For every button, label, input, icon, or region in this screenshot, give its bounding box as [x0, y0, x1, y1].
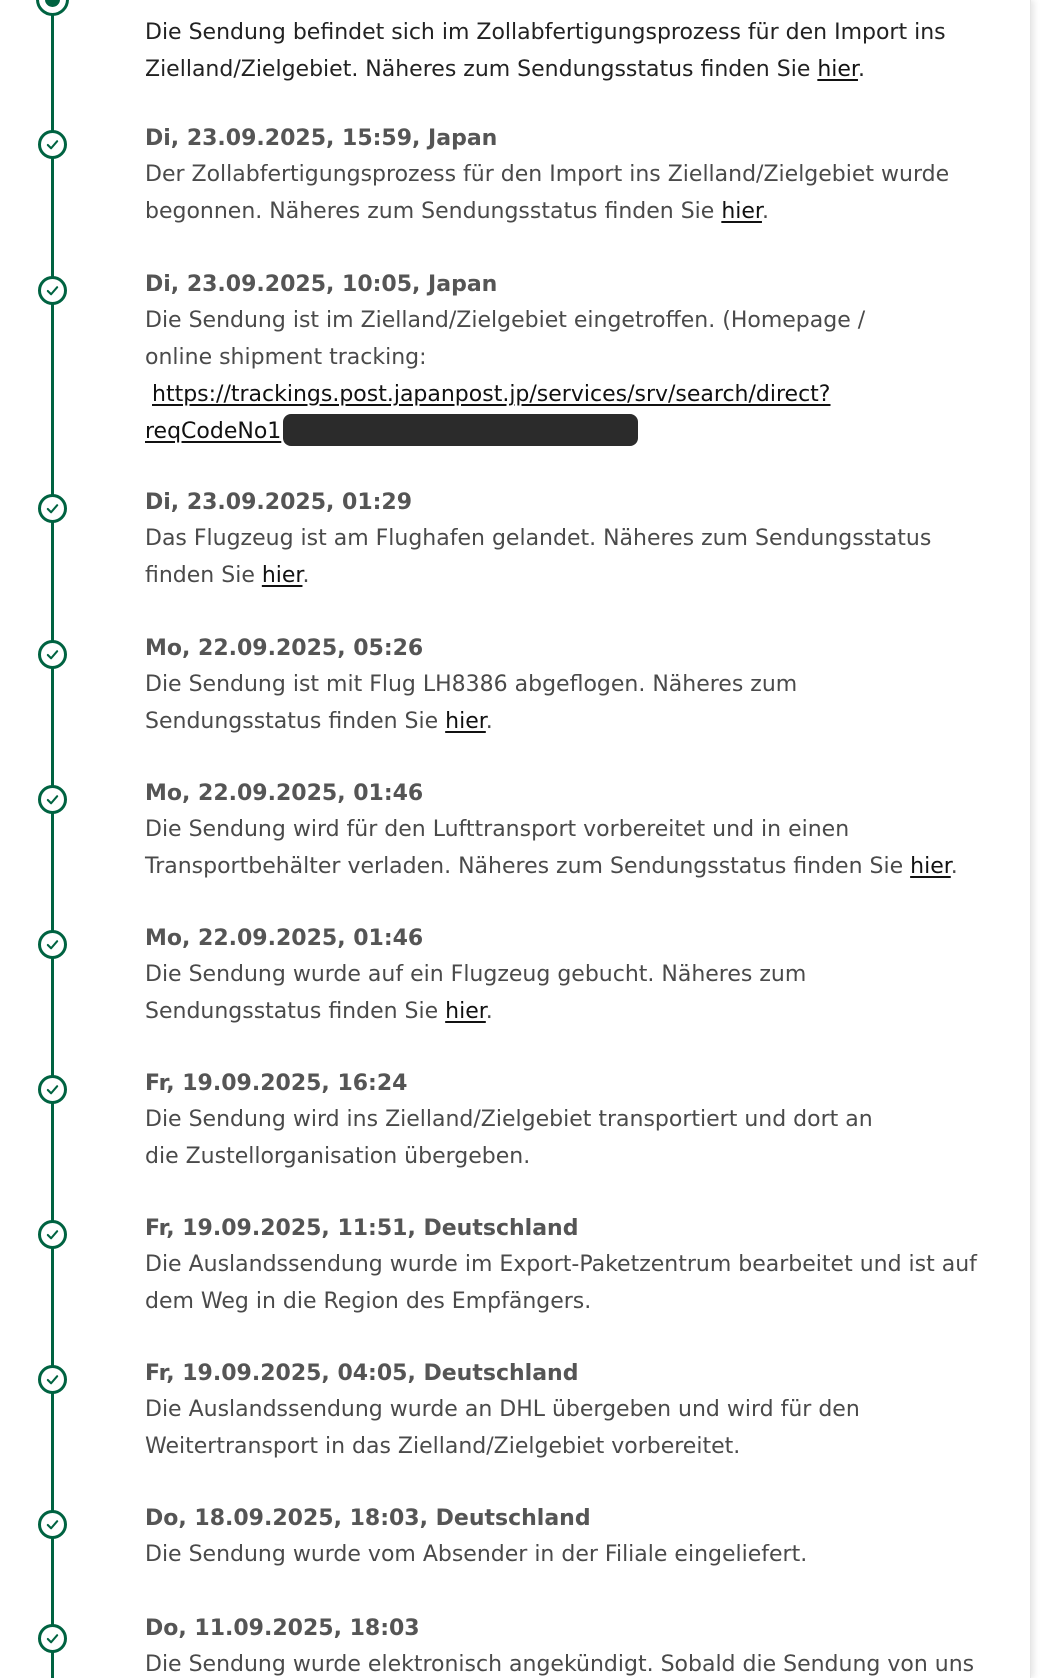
- event-description: [145, 302, 925, 450]
- event-title: Mo, 22.09.2025, 01:46: [145, 926, 424, 951]
- event-description: [145, 956, 965, 1030]
- event-description: Die Sendung wurde vom Absender in der Filiale eingeliefert.: [145, 1542, 808, 1567]
- event-text: Die Sendung ist im Zielland/Zielgebiet eingetroffen. (Homepage / online shipment tracking:: [145, 308, 866, 370]
- event-description: [145, 811, 965, 885]
- event-text: Der Zollabfertigungsprozess für den Import ins Zielland/Zielgebiet wurde begonnen. Näheres zum Sendungsstatus finden Sie: [145, 162, 950, 224]
- tracking-url-line-2: [145, 413, 925, 450]
- check-circle-icon: [38, 1075, 67, 1104]
- tracking-url-link[interactable]: https://trackings.post.japanpost.jp/services/srv/search/direct?: [152, 382, 831, 407]
- current-event-description: Die Sendung befindet sich im Zollabfertigungsprozess für den Import ins Zielland/Zielgebiet. Näheres zum Sendungsstatus finden Sie: [145, 20, 946, 82]
- check-circle-icon: [38, 494, 67, 523]
- event-description: Die Sendung wurde elektronisch angekündigt. Sobald die Sendung von uns: [145, 1652, 975, 1677]
- event-title: Do, 18.09.2025, 18:03, Deutschland: [145, 1506, 591, 1531]
- event-period: .: [302, 563, 310, 588]
- event-title: Di, 23.09.2025, 15:59, Japan: [145, 126, 498, 151]
- current-event-period: .: [857, 57, 865, 82]
- event-text: Die Sendung ist mit Flug LH8386 abgeflogen. Näheres zum Sendungsstatus finden Sie: [145, 672, 798, 734]
- event-title: Do, 11.09.2025, 18:03: [145, 1616, 420, 1641]
- event-description: [145, 156, 965, 230]
- event-description: [145, 666, 965, 740]
- event-period: .: [761, 199, 769, 224]
- event-title: Fr, 19.09.2025, 11:51, Deutschland: [145, 1216, 579, 1241]
- current-event-text: [145, 14, 965, 88]
- current-event-link[interactable]: hier: [817, 57, 858, 82]
- check-circle-icon: [38, 1365, 67, 1394]
- tracking-url-line: [145, 376, 925, 413]
- check-circle-icon: [38, 640, 67, 669]
- event-link[interactable]: hier: [261, 563, 303, 588]
- check-circle-icon: [38, 930, 67, 959]
- check-circle-icon: [38, 130, 67, 159]
- event-link[interactable]: hier: [445, 709, 486, 734]
- event-text: Die Sendung wurde auf ein Flugzeug gebucht. Näheres zum Sendungsstatus finden Sie: [145, 962, 807, 1024]
- event-description: Die Auslandssendung wurde an DHL übergeben und wird für den Weitertransport in das Zielland/Zielgebiet vorbereitet.: [145, 1397, 860, 1459]
- event-period: .: [485, 999, 493, 1024]
- check-circle-icon: [38, 1624, 67, 1653]
- event-period: .: [950, 854, 958, 879]
- check-circle-icon: [38, 1510, 67, 1539]
- event-link[interactable]: hier: [445, 999, 486, 1024]
- timeline-line: [51, 0, 54, 1678]
- event-period: .: [485, 709, 493, 734]
- check-circle-icon: [38, 785, 67, 814]
- tracking-url-link-2[interactable]: reqCodeNo1: [145, 419, 282, 444]
- event-description: Die Sendung wird ins Zielland/Zielgebiet transportiert und dort an die Zustellorganisation übergeben.: [145, 1107, 873, 1169]
- event-title: Di, 23.09.2025, 10:05, Japan: [145, 272, 498, 297]
- redacted-block: [283, 414, 638, 446]
- current-dot-icon: [36, 0, 69, 16]
- event-description: [145, 520, 1005, 594]
- event-title: Mo, 22.09.2025, 01:46: [145, 781, 424, 806]
- event-title: Mo, 22.09.2025, 05:26: [145, 636, 424, 661]
- event-description: Die Auslandssendung wurde im Export-Paketzentrum bearbeitet und ist auf dem Weg in die Region des Empfängers.: [145, 1252, 977, 1314]
- event-title: Di, 23.09.2025, 01:29: [145, 490, 413, 515]
- event-text: Die Sendung wird für den Lufttransport vorbereitet und in einen Transportbehälter verladen. Näheres zum Sendungsstatus finden Sie: [145, 817, 911, 879]
- check-circle-icon: [38, 1220, 67, 1249]
- event-title: Fr, 19.09.2025, 04:05, Deutschland: [145, 1361, 579, 1386]
- event-link[interactable]: hier: [721, 199, 762, 224]
- event-title: Fr, 19.09.2025, 16:24: [145, 1071, 408, 1096]
- event-link[interactable]: hier: [910, 854, 951, 879]
- event-text: Das Flugzeug ist am Flughafen gelandet. Näheres zum Sendungsstatus finden Sie: [145, 526, 932, 588]
- check-circle-icon: [38, 276, 67, 305]
